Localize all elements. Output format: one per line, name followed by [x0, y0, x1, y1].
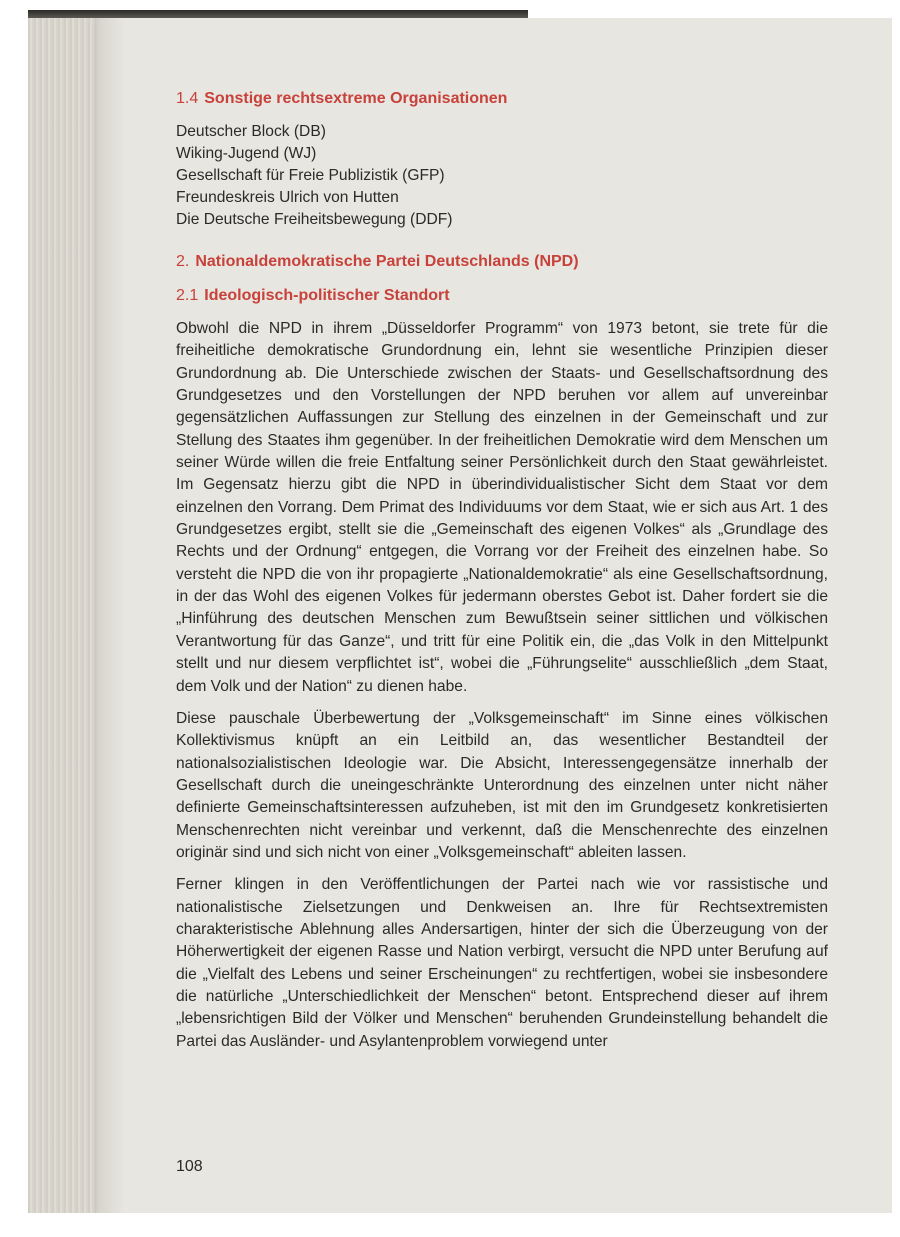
section-number: 2.: [176, 253, 190, 270]
book-spine-edge: [28, 18, 98, 1213]
scan-edge-shadow: [28, 10, 528, 18]
gutter-shadow: [95, 18, 125, 1213]
list-item: Die Deutsche Freiheitsbewegung (DDF): [176, 211, 453, 228]
section-title: Sonstige rechtsextreme Organisationen: [204, 90, 508, 107]
body-paragraph: Obwohl die NPD in ihrem „Düsseldorfer Programm“ von 1973 betont, sie trete für die freiheitliche demokratische Grundordnung ein, lehnt sie wesentliche Prinzipien dieser Grundordnung ab. Die Unterschiede zwischen der Staats- und Gesellschaftsordnung des Grundgesetzes und den Vorstellungen der NPD beruhen vor allem auf unvereinbar gegensätzlichen Auffassungen zur Stellung des einzelnen in der Gemeinschaft und zur Stellung des Staates ihm gegenüber. In der freiheitlichen Demokratie wird dem Menschen um seiner Würde willen die freie Entfaltung seiner Persönlichkeit durch den Staat gewährleistet. Im Gegensatz hierzu gibt die NPD in überindividualistischer Sicht dem Staat vor dem einzelnen den Vorrang. Dem Primat des Individuums vor dem Staat, wie er sich aus Art. 1 des Grundgesetzes ergibt, stellt sie die „Gemeinschaft des eigenen Volkes“ als „Grundlage des Rechts und der Ordnung“ entgegen, die Vorrang vor der Freiheit des einzelnen habe. So versteht die NPD die von ihr propagierte „Nationaldemokratie“ als eine Gesellschaftsordnung, in der das Wohl des eigenen Volkes für jedermann oberstes Gebot ist. Daher fordert sie die „Hinführung des deutschen Menschen zum Bewußtsein seiner sittlichen und völkischen Verantwortung für das Ganze“, und tritt für eine Politik ein, die „das Volk in den Mittelpunkt stellt und nur diesem verpflichtet ist“, wobei die „Führungselite“ ausschließlich „dem Staat, dem Volk und der Nation“ zu dienen habe.: [176, 320, 828, 695]
page-content: [176, 88, 828, 1053]
list-item: Deutscher Block (DB): [176, 123, 326, 140]
section-title: Nationaldemokratische Partei Deutschlands (NPD): [195, 253, 579, 270]
section-heading-2-1: [176, 285, 828, 307]
section-number: 2.1: [176, 287, 199, 304]
section-number: 1.4: [176, 90, 199, 107]
page-number: 108: [176, 1158, 203, 1175]
list-item: Gesellschaft für Freie Publizistik (GFP): [176, 167, 445, 184]
list-item: Wiking-Jugend (WJ): [176, 145, 317, 162]
body-paragraph: Diese pauschale Überbewertung der „Volksgemeinschaft“ im Sinne eines völkischen Kollektivismus knüpft an ein Leitbild an, das wesentlicher Bestandteil der nationalsozialistischen Ideologie war. Die Absicht, Interessengegensätze innerhalb der Gesellschaft durch die uneingeschränkte Unterordnung des einzelnen unter nicht näher definierte Gemeinschaftsinteressen aufzuheben, ist mit den im Grundgesetz konkretisierten Menschenrechten nicht vereinbar und verkennt, daß die Menschenrechte des einzelnen originär sind und sich nicht von einer „Volksgemeinschaft“ ableiten lassen.: [176, 709, 828, 861]
section-title: Ideologisch-politischer Standort: [204, 287, 450, 304]
body-paragraph: Ferner klingen in den Veröffentlichungen der Partei nach wie vor rassistische und nationalistische Zielsetzungen und Denkweisen an. Ihre für Rechtsextremisten charakteristische Ablehnung alles Andersartigen, hinter der sich die Überzeugung von der Höherwertigkeit der eigenen Rasse und Nation verbirgt, versucht die NPD unter Berufung auf die „Vielfalt des Lebens und seiner Erscheinungen“ zu rechtfertigen, wobei sie insbesondere die natürliche „Unterschiedlichkeit der Menschen“ betont. Entsprechend dieser auf ihrem „lebensrichtigen Bild der Völker und Menschen“ beruhenden Grundeinstellung behandelt die Partei das Ausländer- und Asylantenproblem vorwiegend unter: [176, 876, 828, 1050]
section-heading-2: [176, 251, 828, 273]
organization-list: [176, 121, 828, 231]
section-heading-1-4: [176, 88, 828, 110]
list-item: Freundeskreis Ulrich von Hutten: [176, 189, 399, 206]
